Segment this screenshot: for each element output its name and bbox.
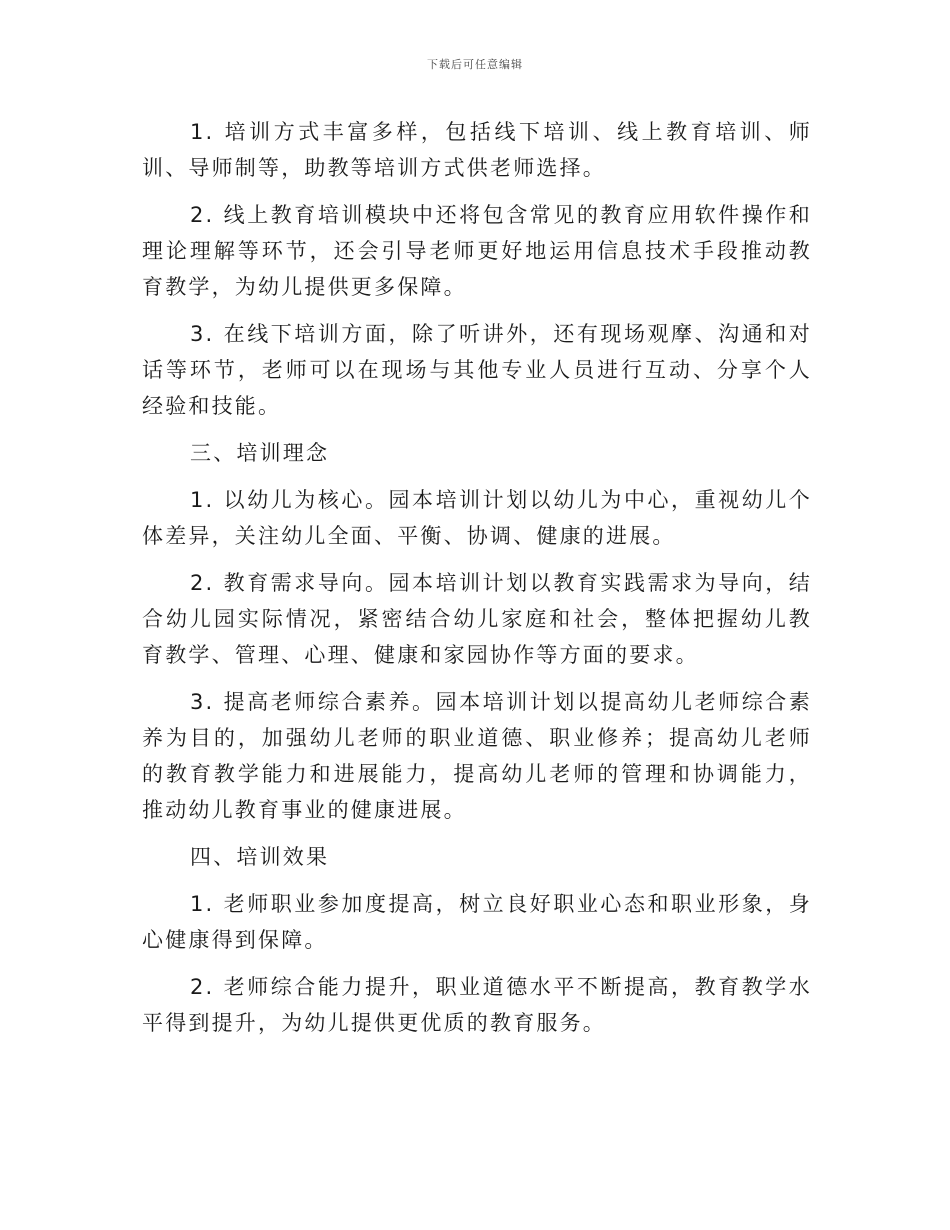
paragraph-training-methods: 1. 培训方式丰富多样，包括线下培训、线上教育培训、师训、导师制等，助教等培训方式供老师选择。 <box>142 120 812 180</box>
paragraph-online-training: 2. 线上教育培训模块中还将包含常见的教育应用软件操作和理论理解等环节，还会引导老师更好地运用信息技术手段推动教育教学，为幼儿提供更多保障。 <box>142 203 812 299</box>
paragraph-child-centered: 1. 以幼儿为核心。园本培训计划以幼儿为中心，重视幼儿个体差异，关注幼儿全面、平衡、协调、健康的进展。 <box>142 488 812 548</box>
paragraph-participation: 1. 老师职业参加度提高，树立良好职业心态和职业形象，身心健康得到保障。 <box>142 892 812 952</box>
section-heading-training-effects: 四、培训效果 <box>190 845 330 869</box>
paragraph-needs-oriented: 2. 教育需求导向。园本培训计划以教育实践需求为导向，结合幼儿园实际情况，紧密结合幼儿家庭和社会，整体把握幼儿教育教学、管理、心理、健康和家园协作等方面的要求。 <box>142 571 812 667</box>
document-body <box>142 114 812 1052</box>
paragraph-ability-improvement: 2. 老师综合能力提升，职业道德水平不断提高，教育教学水平得到提升，为幼儿提供更优质的教育服务。 <box>142 975 812 1035</box>
paragraph-offline-training: 3. 在线下培训方面，除了听讲外，还有现场观摩、沟通和对话等环节，老师可以在现场与其他专业人员进行互动、分享个人经验和技能。 <box>142 322 812 418</box>
page-header: 下载后可任意编辑 <box>427 58 523 71</box>
paragraph-teacher-quality: 3. 提高老师综合素养。园本培训计划以提高幼儿老师综合素养为目的，加强幼儿老师的职业道德、职业修养；提高幼儿老师的教育教学能力和进展能力，提高幼儿老师的管理和协调能力，推动幼儿教育事业的健康进展。 <box>142 690 812 822</box>
section-heading-training-philosophy: 三、培训理念 <box>190 441 330 465</box>
